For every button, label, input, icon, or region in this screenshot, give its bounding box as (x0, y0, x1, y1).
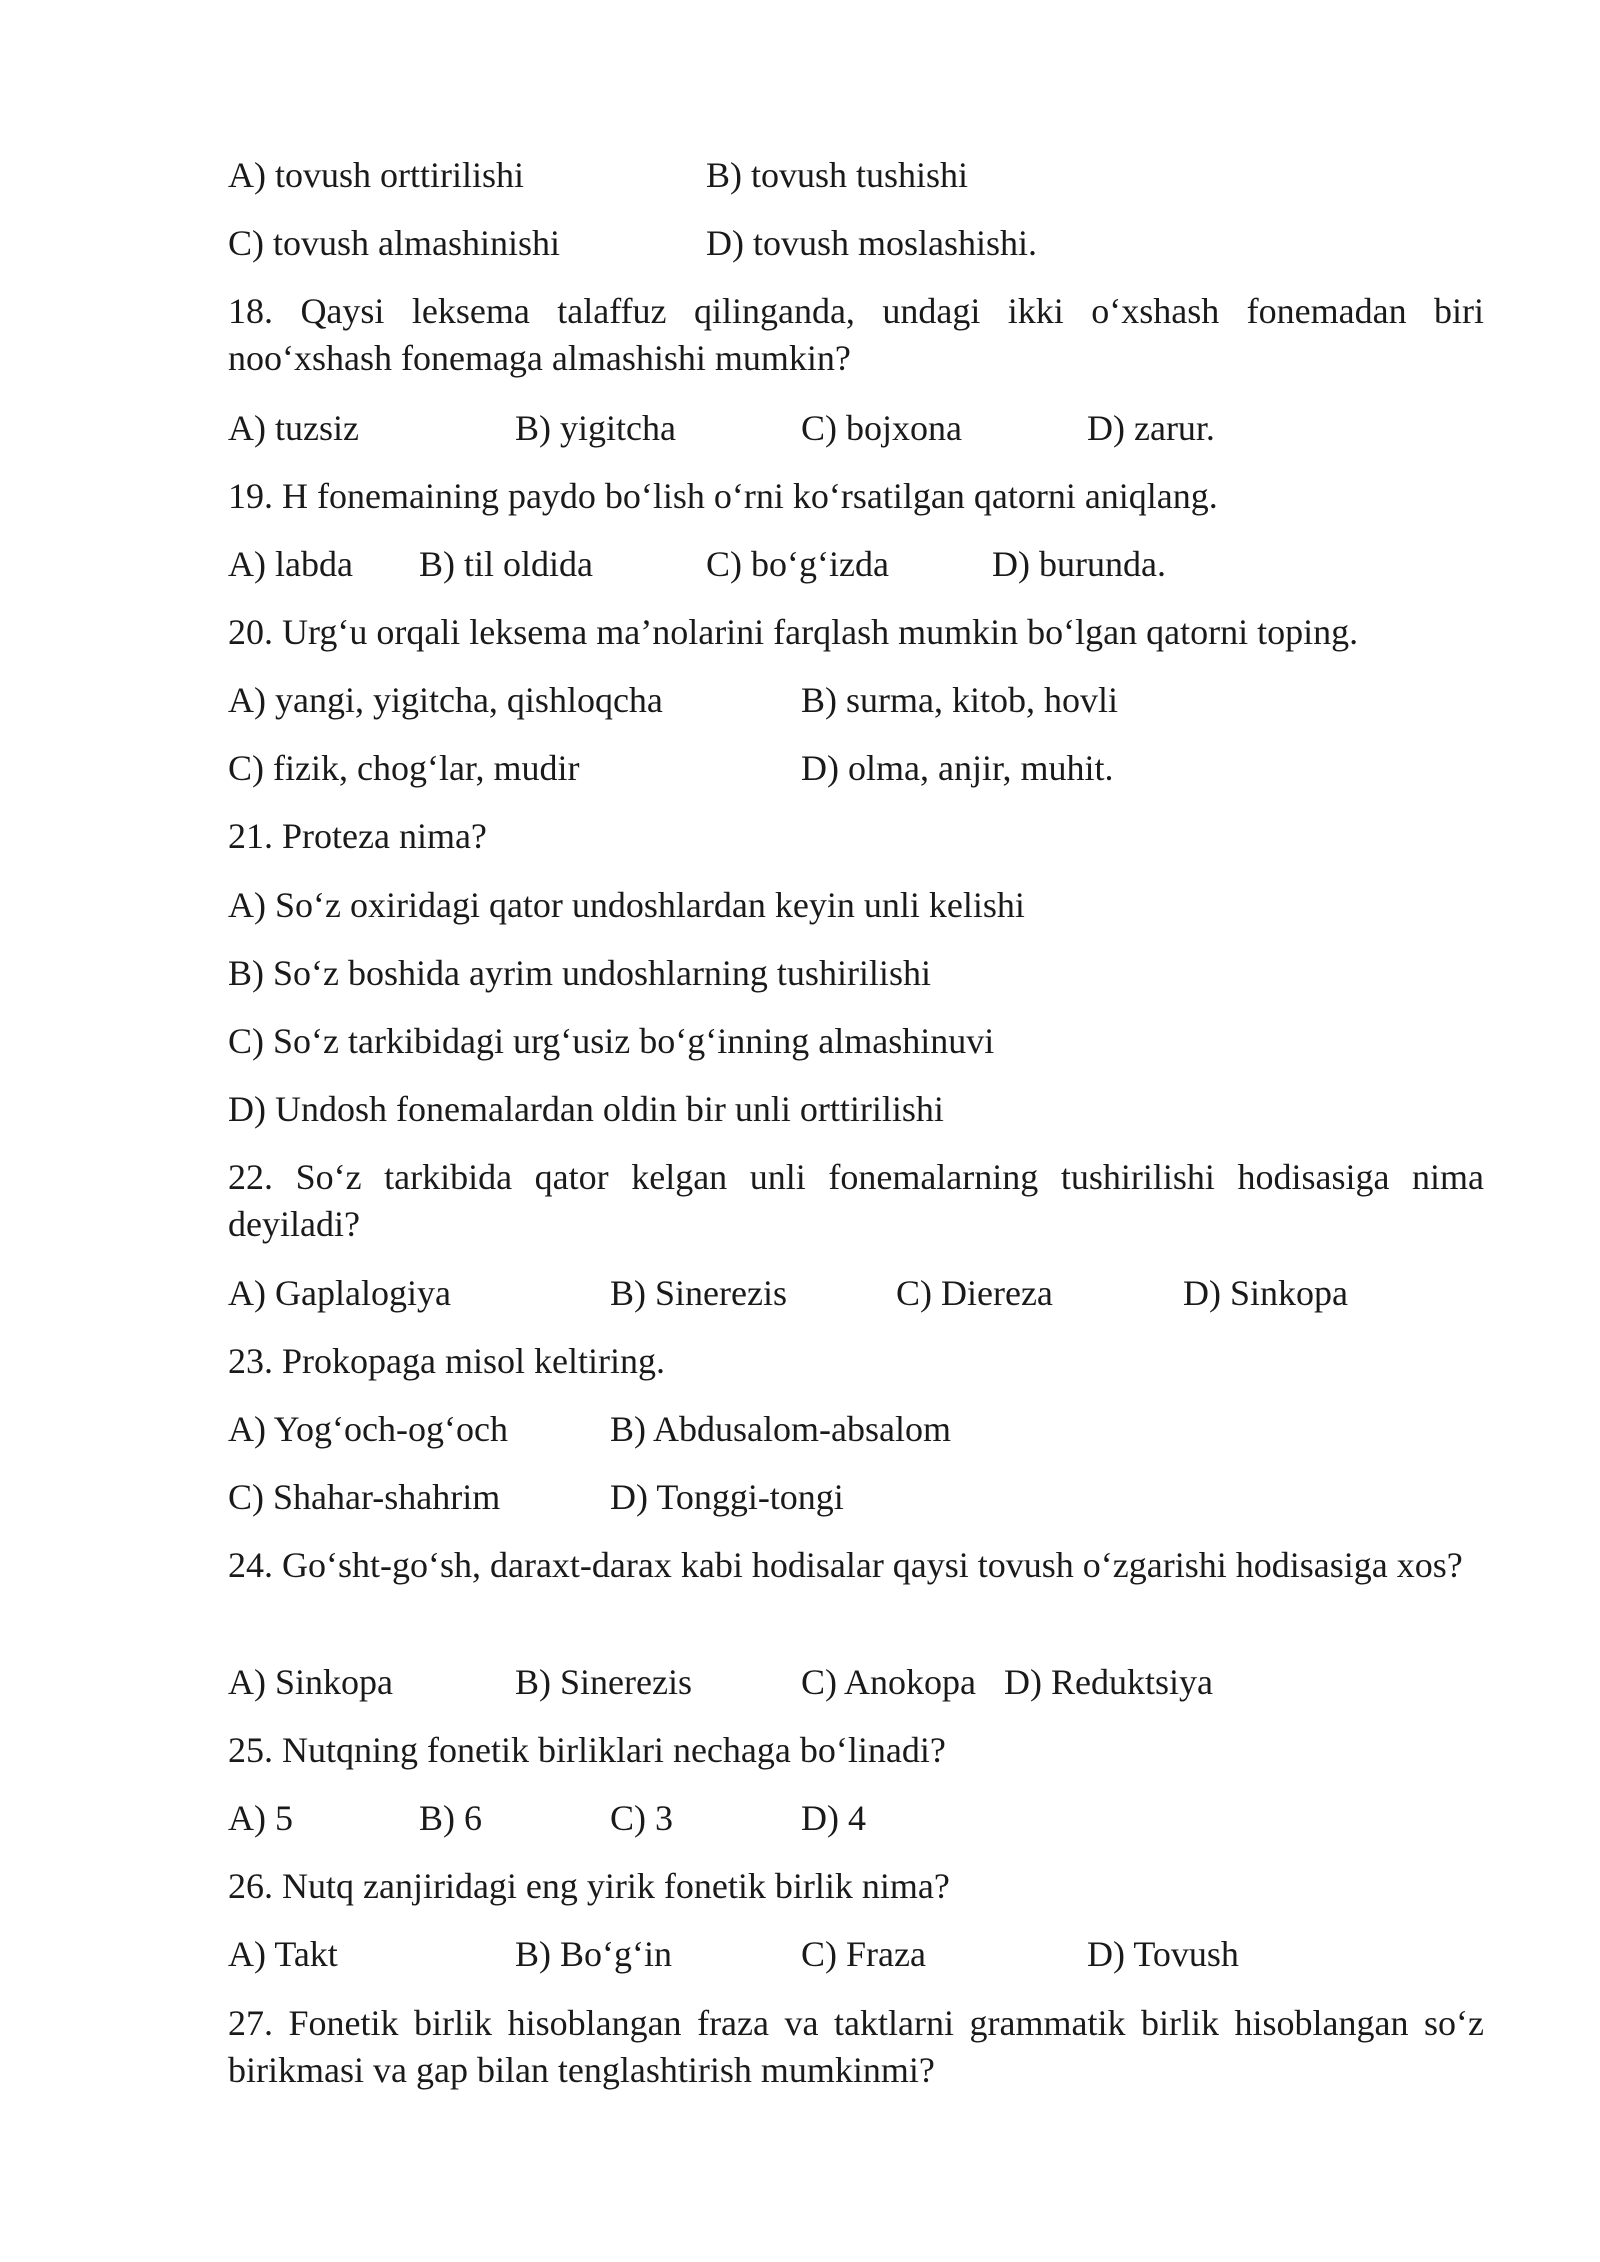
q18-option-d: D) zarur. (1087, 408, 1215, 448)
q23-option-a: A) Yog‘och-og‘och (228, 1409, 508, 1449)
q19-question: 19. H fonemaining paydo bo‘lish o‘rni ko‘rsatilgan qatorni aniqlang. (228, 476, 1218, 516)
q26-option-c: C) Fraza (801, 1934, 926, 1974)
q19-option-c: C) bo‘g‘izda (706, 544, 889, 584)
q18-option-a: A) tuzsiz (228, 408, 359, 448)
q26-option-a: A) Takt (228, 1934, 338, 1974)
q20-question: 20. Urg‘u orqali leksema ma’nolarini farqlash mumkin bo‘lgan qatorni toping. (228, 612, 1359, 652)
q19-option-d: D) burunda. (992, 544, 1166, 584)
q23-option-d: D) Tonggi-tongi (610, 1477, 844, 1517)
q20-option-d: D) olma, anjir, muhit. (801, 748, 1114, 788)
q17-option-c: C) tovush almashinishi (228, 223, 560, 263)
q18-question: 18. Qaysi leksema talaffuz qilinganda, undagi ikki o‘xshash fonemadan biri noo‘xshash fonemaga almashishi mumkin? (228, 291, 1484, 378)
q21-option-b: B) So‘z boshida ayrim undoshlarning tushirilishi (228, 953, 931, 993)
q23-option-b: B) Abdusalom-absalom (610, 1409, 951, 1449)
q24-question: 24. Go‘sht-go‘sh, daraxt-darax kabi hodisalar qaysi tovush o‘zgarishi hodisasiga xos? (228, 1545, 1463, 1585)
q22-option-d: D) Sinkopa (1183, 1273, 1348, 1313)
q25-question: 25. Nutqning fonetik birliklari nechaga bo‘linadi? (228, 1730, 946, 1770)
q22-question: 22. So‘z tarkibida qator kelgan unli fonemalarning tushirilishi hodisasiga nima deyiladi? (228, 1157, 1484, 1244)
q20-option-a: A) yangi, yigitcha, qishloqcha (228, 680, 663, 720)
q21-option-d: D) Undosh fonemalardan oldin bir unli orttirilishi (228, 1089, 944, 1129)
q23-question: 23. Prokopaga misol keltiring. (228, 1341, 665, 1381)
q21-option-a: A) So‘z oxiridagi qator undoshlardan keyin unli kelishi (228, 885, 1025, 925)
q25-option-d: D) 4 (801, 1798, 866, 1838)
q25-option-c: C) 3 (610, 1798, 673, 1838)
q24-option-a: A) Sinkopa (228, 1662, 393, 1702)
q20-option-b: B) surma, kitob, hovli (801, 680, 1118, 720)
q20-option-c: C) fizik, chog‘lar, mudir (228, 748, 580, 788)
q22-option-c: C) Diereza (896, 1273, 1053, 1313)
q22-option-b: B) Sinerezis (610, 1273, 787, 1313)
q26-option-b: B) Bo‘g‘in (515, 1934, 672, 1974)
q25-option-a: A) 5 (228, 1798, 293, 1838)
q18-option-c: C) bojxona (801, 408, 962, 448)
q25-option-b: B) 6 (419, 1798, 482, 1838)
q21-question: 21. Proteza nima? (228, 816, 487, 856)
q24-option-d: D) Reduktsiya (1004, 1662, 1213, 1702)
q19-option-b: B) til oldida (419, 544, 593, 584)
q17-option-a: A) tovush orttirilishi (228, 155, 524, 195)
q21-option-c: C) So‘z tarkibidagi urg‘usiz bo‘g‘inning almashinuvi (228, 1021, 995, 1061)
q23-option-c: C) Shahar-shahrim (228, 1477, 501, 1517)
q26-question: 26. Nutq zanjiridagi eng yirik fonetik birlik nima? (228, 1866, 950, 1906)
q26-option-d: D) Tovush (1087, 1934, 1239, 1974)
q22-option-a: A) Gaplalogiya (228, 1273, 451, 1313)
q24-option-b: B) Sinerezis (515, 1662, 692, 1702)
q17-option-d: D) tovush moslashishi. (706, 223, 1038, 263)
q19-option-a: A) labda (228, 544, 353, 584)
q18-option-b: B) yigitcha (515, 408, 676, 448)
q27-question: 27. Fonetik birlik hisoblangan fraza va taktlarni grammatik birlik hisoblangan so‘z birikmasi va gap bilan tenglashtirish mumkinmi? (228, 2003, 1484, 2090)
q24-option-c: C) Anokopa (801, 1662, 976, 1702)
q17-option-b: B) tovush tushishi (706, 155, 969, 195)
